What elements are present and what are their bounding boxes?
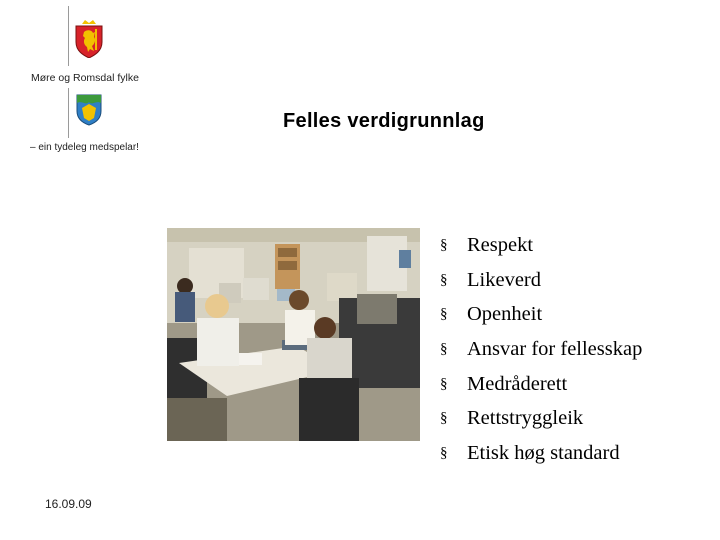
logo-divider-bottom bbox=[68, 88, 69, 138]
bullet-marker: § bbox=[440, 341, 448, 358]
org-name: Møre og Romsdal fylke bbox=[31, 72, 139, 84]
org-tagline: – ein tydeleg medspelar! bbox=[30, 142, 139, 153]
bullet-marker: § bbox=[440, 410, 448, 427]
norway-lion-crest-icon bbox=[74, 20, 104, 58]
county-logo bbox=[28, 6, 168, 156]
classroom-scene-image bbox=[167, 228, 420, 441]
bullet-marker: § bbox=[440, 271, 448, 288]
bullet-marker: § bbox=[440, 306, 448, 323]
list-item bbox=[440, 297, 642, 332]
list-item-text: Ansvar for fellesskap bbox=[467, 338, 643, 361]
list-item bbox=[440, 263, 642, 298]
list-item-text: Medråderett bbox=[467, 372, 568, 395]
bullet-marker: § bbox=[440, 237, 448, 253]
list-item bbox=[440, 228, 642, 263]
list-item-text: Openheit bbox=[467, 303, 543, 326]
list-item bbox=[440, 332, 642, 367]
list-item bbox=[440, 401, 642, 436]
list-item-text: Respekt bbox=[467, 234, 534, 256]
logo-divider-top bbox=[68, 6, 69, 66]
list-item bbox=[440, 436, 642, 471]
value-list bbox=[440, 228, 642, 471]
slide-date: 16.09.09 bbox=[45, 497, 92, 511]
list-item-text: Likeverd bbox=[467, 268, 541, 291]
slide-title: Felles verdigrunnlag bbox=[283, 110, 485, 132]
more-og-romsdal-crest-icon bbox=[76, 94, 102, 126]
list-item-text: Etisk høg standard bbox=[467, 442, 620, 465]
list-item-text: Rettstryggleik bbox=[467, 407, 584, 430]
bullet-marker: § bbox=[440, 375, 448, 392]
classroom-photo bbox=[167, 228, 420, 441]
list-item bbox=[440, 367, 642, 402]
bullet-marker: § bbox=[440, 445, 448, 462]
